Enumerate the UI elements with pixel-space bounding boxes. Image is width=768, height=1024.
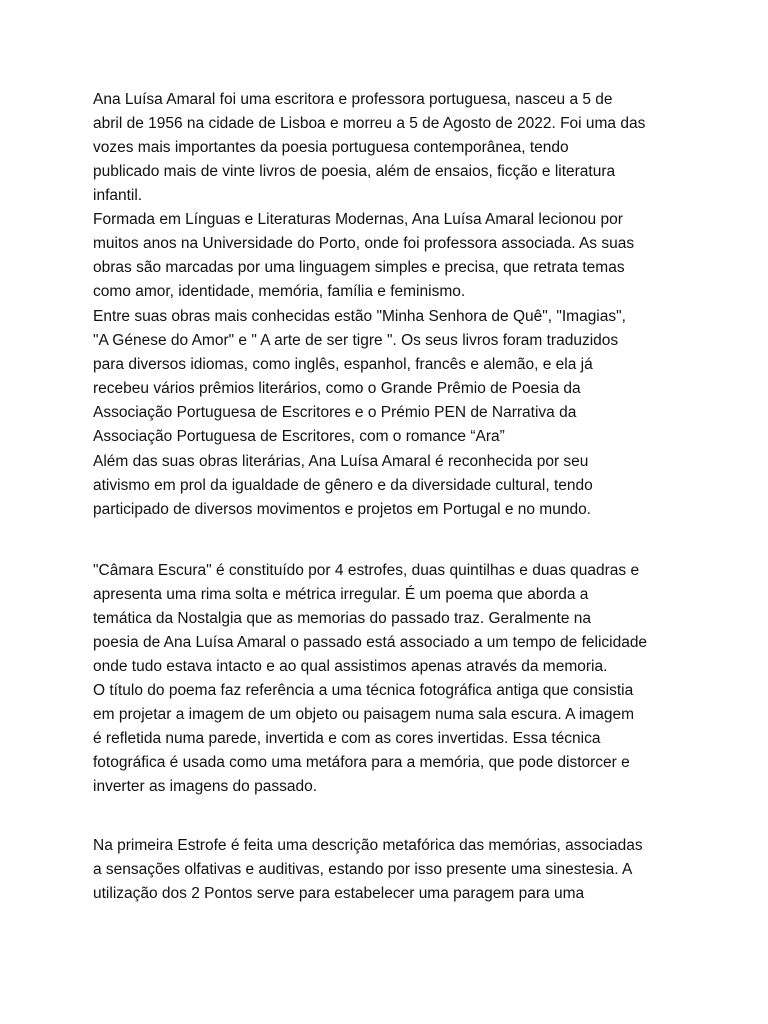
- paragraph-biography-intro: [93, 88, 705, 208]
- text-line: Associação Portuguesa de Escritores, com o romance “Ara”: [93, 428, 505, 445]
- paragraph-first-stanza: [93, 834, 705, 906]
- text-line: como amor, identidade, memória, família e feminismo.: [93, 283, 466, 300]
- text-line: Ana Luísa Amaral foi uma escritora e professora portuguesa, nasceu a 5 de: [93, 91, 613, 108]
- text-line: recebeu vários prêmios literários, como o Grande Prêmio de Poesia da: [93, 380, 581, 397]
- text-line: Na primeira Estrofe é feita uma descrição metafórica das memórias, associadas: [93, 837, 643, 854]
- text-line: inverter as imagens do passado.: [93, 778, 318, 795]
- text-line: para diversos idiomas, como inglês, espanhol, francês e alemão, e ela já: [93, 356, 593, 373]
- text-line: obras são marcadas por uma linguagem simples e precisa, que retrata temas: [93, 259, 625, 276]
- text-line: O título do poema faz referência a uma técnica fotográfica antiga que consistia: [93, 682, 634, 699]
- paragraph-title-meaning: [93, 679, 705, 799]
- paragraph-activism: [93, 450, 705, 522]
- text-line: abril de 1956 na cidade de Lisboa e morreu a 5 de Agosto de 2022. Foi uma das: [93, 115, 646, 132]
- text-line: utilização dos 2 Pontos serve para estabelecer uma paragem para uma: [93, 885, 585, 902]
- paragraph-works: [93, 305, 705, 449]
- text-line: "Câmara Escura" é constituído por 4 estrofes, duas quintilhas e duas quadras e: [93, 562, 640, 579]
- text-line: participado de diversos movimentos e projetos em Portugal e no mundo.: [93, 501, 591, 518]
- text-line: ativismo em prol da igualdade de gênero e da diversidade cultural, tendo: [93, 477, 593, 494]
- text-line: publicado mais de vinte livros de poesia, além de ensaios, ficção e literatura: [93, 163, 616, 180]
- text-line: é refletida numa parede, invertida e com as cores invertidas. Essa técnica: [93, 730, 601, 747]
- text-line: muitos anos na Universidade do Porto, onde foi professora associada. As suas: [93, 235, 635, 252]
- paragraph-education: [93, 208, 705, 304]
- text-line: "A Génese do Amor" e " A arte de ser tigre ". Os seus livros foram traduzidos: [93, 332, 619, 349]
- text-line: fotográfica é usada como uma metáfora para a memória, que pode distorcer e: [93, 754, 630, 771]
- text-line: a sensações olfativas e auditivas, estando por isso presente uma sinestesia. A: [93, 861, 633, 878]
- text-line: em projetar a imagem de um objeto ou paisagem numa sala escura. A imagem: [93, 706, 635, 723]
- text-line: Associação Portuguesa de Escritores e o Prémio PEN de Narrativa da: [93, 404, 577, 421]
- paragraph-poem-structure: [93, 559, 705, 679]
- text-line: infantil.: [93, 187, 143, 204]
- text-line: onde tudo estava intacto e ao qual assistimos apenas através da memoria.: [93, 658, 608, 675]
- text-line: Entre suas obras mais conhecidas estão "Minha Senhora de Quê", "Imagias",: [93, 308, 626, 325]
- text-line: apresenta uma rima solta e métrica irregular. É um poema que aborda a: [93, 586, 589, 603]
- text-line: temática da Nostalgia que as memorias do passado traz. Geralmente na: [93, 610, 591, 627]
- text-line: Além das suas obras literárias, Ana Luísa Amaral é reconhecida por seu: [93, 453, 589, 470]
- text-line: vozes mais importantes da poesia portuguesa contemporânea, tendo: [93, 139, 569, 156]
- text-line: poesia de Ana Luísa Amaral o passado está associado a um tempo de felicidade: [93, 634, 648, 651]
- text-line: Formada em Línguas e Literaturas Modernas, Ana Luísa Amaral lecionou por: [93, 211, 623, 228]
